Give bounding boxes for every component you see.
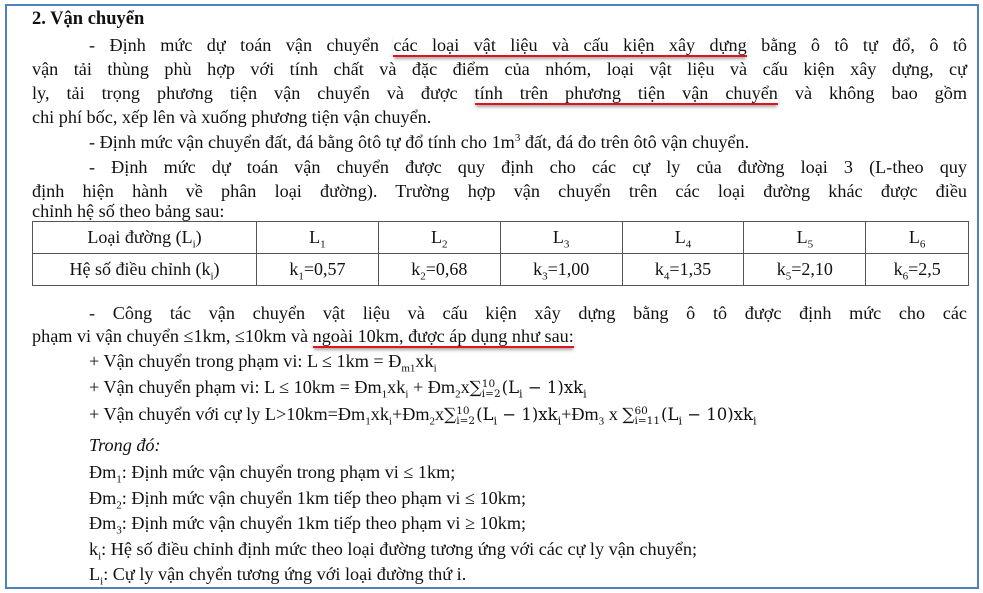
text: đất, đá đo trên ôtô vận chuyển. xyxy=(520,132,750,152)
section-heading: 2. Vận chuyển xyxy=(32,9,145,29)
table-cell: $L_2$ xyxy=(378,222,500,254)
definition-dm2: $Đm_2$: Định mức vận chuyển 1km tiếp theo phạm vi ≤ 10km; xyxy=(89,488,527,512)
table-cell: $k_1=0,57$ xyxy=(257,254,379,286)
para1-line4: chi phí bốc, xếp lên và xuống phương tiện vận chuyển. xyxy=(32,107,432,127)
text: bằng ô tô tự đổ, ô tô xyxy=(746,35,967,55)
table-cell: $L_6$ xyxy=(866,222,969,254)
table-cell: $k_5=2,10$ xyxy=(744,254,866,286)
para1-line1 xyxy=(32,34,967,56)
highlighted-phrase-beyond-10km: ngoài 10km, được áp dụng như sau: xyxy=(312,326,574,346)
text: - Định mức dự toán vận chuyển xyxy=(89,35,394,55)
table-header-coefficient: Hệ số điều chỉnh $(k_i)$ xyxy=(33,254,257,286)
sigma-symbol: ∑ xyxy=(622,405,635,425)
para4-line1: - Công tác vận chuyển vật liệu và cấu kiện xây dựng bằng ô tô được định mức cho các xyxy=(89,303,967,323)
text: - Định mức vận chuyển đất, đá bằng ôtô tự đổ tính cho 1m xyxy=(89,132,515,152)
definition-dm3: $Đm_3$: Định mức vận chuyển 1km tiếp theo phạm vi ≥ 10km; xyxy=(89,513,527,537)
table-cell: $L_1$ xyxy=(257,222,379,254)
table-cell: $L_4$ xyxy=(622,222,744,254)
formula-within-10km: + Vận chuyển phạm vi: $L \le 10km = Đm_1xk_i$ + $Đm_2x\sum$ 10 i=2 $(L_i - 1)xk_i$ xyxy=(89,377,587,401)
definition-dm1: $Đm_1$: Định mức vận chuyển trong phạm vi ≤ 1km; xyxy=(89,462,456,486)
highlighted-phrase-vehicle: tính trên phương tiện vận chuyển xyxy=(474,83,778,103)
para2-line1 xyxy=(89,131,749,153)
para3-line1: - Định mức dự toán vận chuyển được quy định cho các cự ly của đường loại 3 (L-theo quy xyxy=(89,157,967,177)
table-cell: $k_3=1,00$ xyxy=(500,254,622,286)
sigma-symbol: ∑ xyxy=(444,405,457,425)
para3-line2: định hiện hành về phân loại đường). Trường hợp vận chuyển trên các loại đường khác được điều xyxy=(32,181,967,201)
text: và không bao gồm xyxy=(777,83,968,103)
definition-ki: $k_i$: Hệ số điều chỉnh định mức theo loại đường tương ứng với các cự ly vận chuyển; xyxy=(89,539,698,563)
definition-li: $L_i$: Cự ly vận chyển tương ứng với loại đường thứ i. xyxy=(89,564,467,588)
table-row-road-type xyxy=(33,222,969,254)
table-cell: $k_6=2,5$ xyxy=(866,254,969,286)
formula-within-1km: + Vận chuyển trong phạm vi: $L \le 1km = Đ_{m1}xk_i$ xyxy=(89,351,437,375)
table-cell: $k_4=1,35$ xyxy=(622,254,744,286)
where-label: Trong đó: xyxy=(89,435,161,455)
formula-beyond-10km: + Vận chuyển với cự ly $L>10km=Đm_1xk_i+Đm_2x\sum$ 10 i=2 ($L_i$ − $1)xk_i+Đm_3$ x ∑ 60 i=11 $(L_i - 10)xk_i$ xyxy=(89,404,757,428)
highlighted-phrase-materials: các loại vật liệu và cấu kiện xây dựng xyxy=(393,35,747,55)
text: phạm vi vận chuyển ≤1km, ≤10km và xyxy=(32,326,313,346)
table-cell: $k_2=0,68$ xyxy=(378,254,500,286)
table-header-road-type: Loại đường $(L_i)$ xyxy=(33,222,257,254)
text: ly, tải trọng phương tiện vận chuyển và được xyxy=(32,83,475,103)
table-cell: $L_3$ xyxy=(500,222,622,254)
para3-line3: chỉnh hệ số theo bảng sau: xyxy=(32,201,225,221)
superscript: 3 xyxy=(514,131,521,144)
table-cell: $L_5$ xyxy=(744,222,866,254)
para1-line3 xyxy=(32,82,967,104)
table-row-coefficient xyxy=(33,254,969,286)
para4-line2 xyxy=(32,325,574,347)
coefficient-table xyxy=(32,221,969,286)
para1-line2: vận tải thùng phù hợp với tính chất và đặc điểm của nhóm, loại vật liệu và cấu kiện xây dựng, cự xyxy=(32,59,967,79)
sigma-symbol: ∑ xyxy=(469,378,482,398)
